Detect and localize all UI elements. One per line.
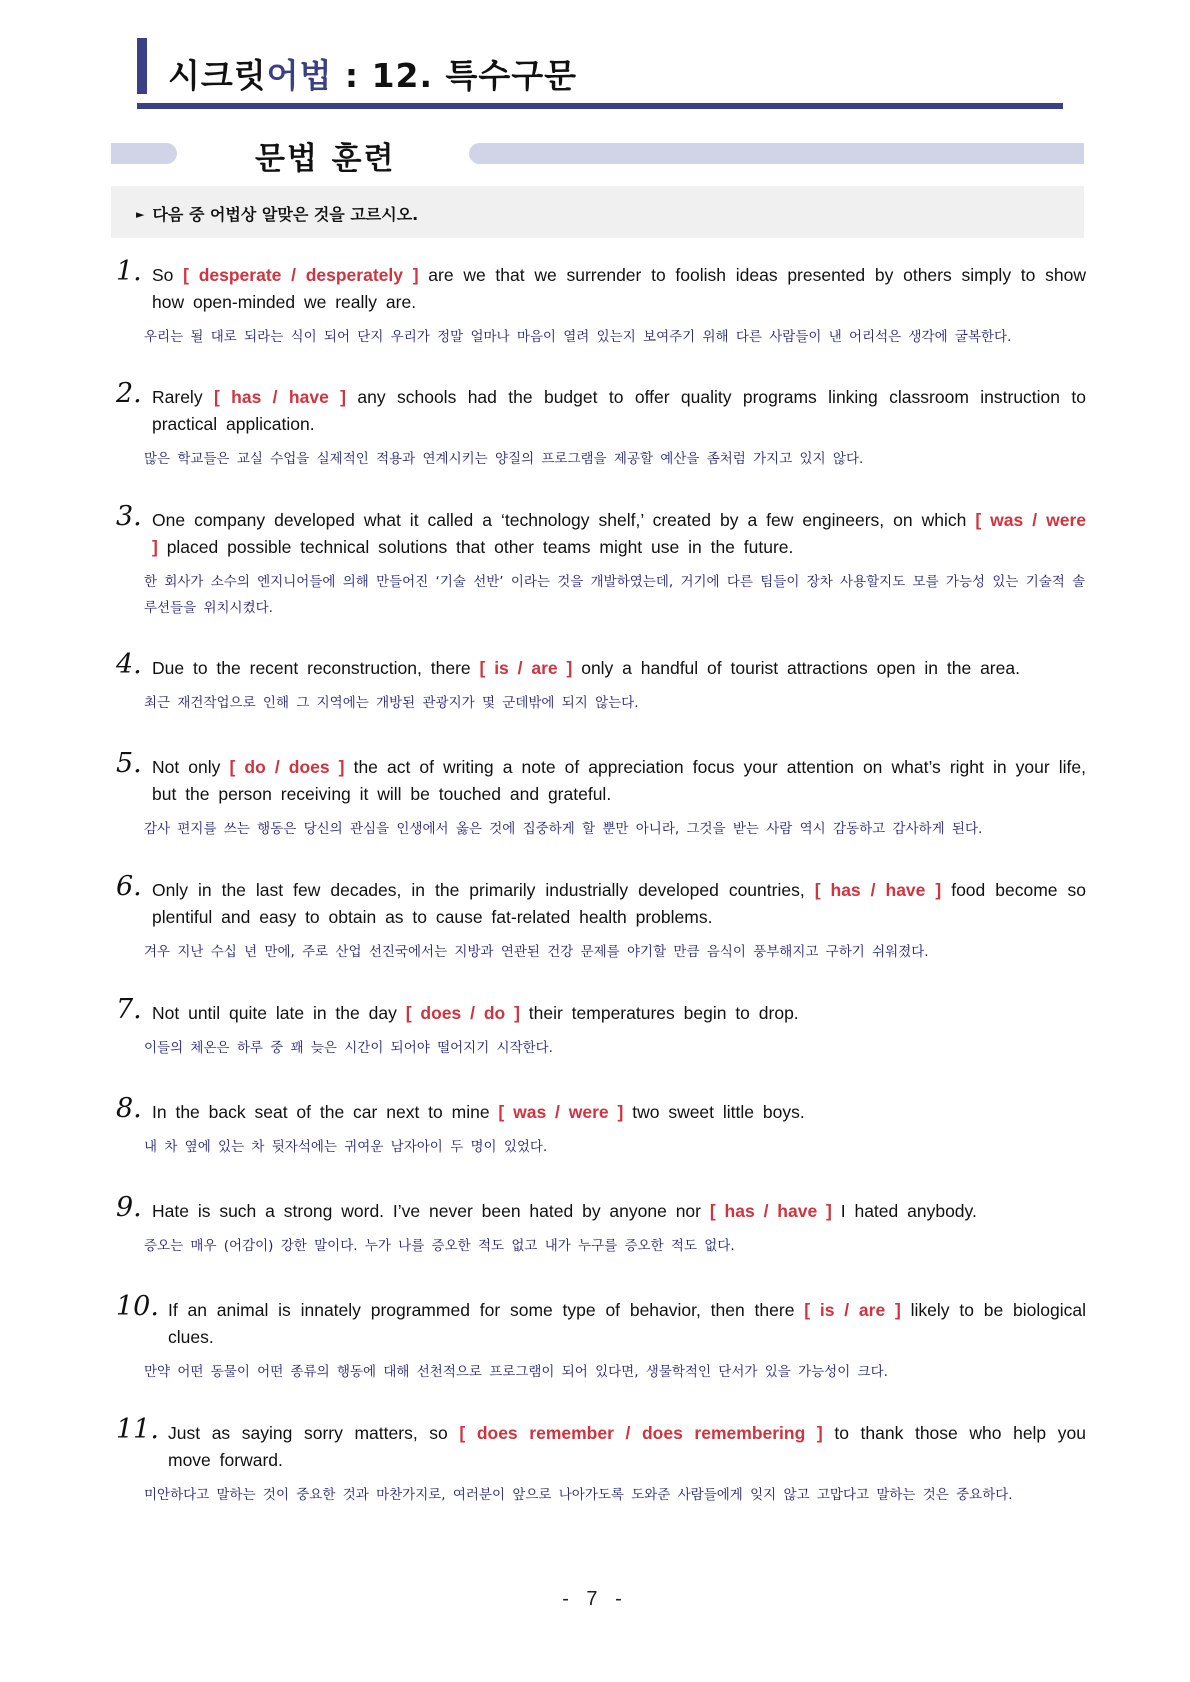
question-text: [168, 1297, 1086, 1351]
answer-options[interactable]: [ does remember / does remembering ]: [459, 1423, 823, 1443]
text-after: any schools had the budget to offer quality programs linking classroom instruction to practical application.: [152, 387, 1086, 434]
question-translation: 미안하다고 말하는 것이 중요한 것과 마찬가지로, 여러분이 앞으로 나아가도록 도와준 사람들에게 잊지 않고 고맙다고 말하는 것은 중요하다.: [144, 1487, 1013, 1503]
question-2: [116, 378, 1086, 472]
text-after: placed possible technical solutions that other teams might use in the future.: [157, 537, 794, 557]
answer-options[interactable]: [ was / were ]: [152, 510, 1086, 557]
question-translation: 이들의 체온은 하루 중 꽤 늦은 시간이 되어야 떨어지기 시작한다.: [144, 1040, 553, 1056]
question-number: 4.: [116, 649, 142, 680]
text-after: only a handful of tourist attractions open in the area.: [572, 658, 1020, 678]
answer-options[interactable]: [ is / are ]: [479, 658, 573, 678]
text-after: are we that we surrender to foolish ideas presented by others simply to show how open-minded we really are.: [152, 265, 1086, 312]
question-number: 8.: [116, 1093, 142, 1124]
answer-options[interactable]: [ does / do ]: [405, 1003, 520, 1023]
page-title: [168, 50, 577, 97]
text-before: Just as saying sorry matters, so: [168, 1423, 460, 1443]
question-number: 9.: [116, 1192, 142, 1223]
question-1: [116, 256, 1086, 350]
text-after: I hated anybody.: [831, 1201, 977, 1221]
instruction-text: 다음 중 어법상 알맞은 것을 고르시오.: [152, 205, 419, 224]
text-before: Not only: [152, 757, 230, 777]
question-text: [152, 507, 1086, 561]
question-7: [116, 994, 1086, 1061]
question-number: 2.: [116, 378, 142, 409]
question-number: 5.: [116, 748, 142, 779]
text-after: likely to be biological clues.: [168, 1300, 1086, 1347]
title-accent-bar: [137, 38, 147, 94]
section-title: 문법 훈련: [255, 141, 396, 177]
answer-options[interactable]: [ was / were ]: [498, 1102, 624, 1122]
question-translation: 만약 어떤 동물이 어떤 종류의 행동에 대해 선천적으로 프로그램이 되어 있다면, 생물학적인 단서가 있을 가능성이 크다.: [144, 1364, 888, 1380]
text-before: Rarely: [152, 387, 214, 407]
question-8: [116, 1093, 1086, 1160]
answer-options[interactable]: [ has / have ]: [814, 880, 942, 900]
triangle-bullet-icon: ►: [136, 208, 145, 221]
question-text: [152, 655, 1086, 682]
question-11: [116, 1414, 1086, 1508]
answer-options[interactable]: [ is / are ]: [804, 1300, 901, 1320]
question-text: [152, 1198, 1086, 1225]
question-number: 3.: [116, 501, 142, 532]
question-6: [116, 871, 1086, 965]
text-before: Not until quite late in the day: [152, 1003, 406, 1023]
question-number: 10.: [116, 1291, 159, 1322]
page-number: - 7 -: [562, 1588, 628, 1610]
question-number: 11.: [116, 1414, 159, 1445]
text-before: One company developed what it called a ‘technology shelf,’ created by a few engineers, on which: [152, 510, 976, 530]
question-translation: 많은 학교들은 교실 수업을 실제적인 적용과 연계시키는 양질의 프로그램을 제공할 예산을 좀처럼 가지고 있지 않다.: [144, 451, 864, 467]
instruction: [136, 202, 418, 225]
question-number: 6.: [116, 871, 142, 902]
question-number: 1.: [116, 256, 142, 287]
question-text: [152, 262, 1086, 316]
question-text: [152, 754, 1086, 808]
answer-options[interactable]: [ desperate / desperately ]: [183, 265, 419, 285]
question-5: [116, 748, 1086, 842]
question-translation: 내 차 옆에 있는 차 뒷자석에는 귀여운 남자아이 두 명이 있었다.: [144, 1139, 548, 1155]
text-before: So: [152, 265, 184, 285]
text-before: If an animal is innately programmed for some type of behavior, then there: [168, 1300, 805, 1320]
text-before: Only in the last few decades, in the primarily industrially developed countries,: [152, 880, 815, 900]
title-accent: 어법: [266, 56, 333, 95]
question-translation: 우리는 될 대로 되라는 식이 되어 단지 우리가 정말 얼마나 마음이 열려 있는지 보여주기 위해 다른 사람들이 낸 어리석은 생각에 굴복한다.: [144, 329, 1012, 345]
question-4: [116, 649, 1086, 716]
instruction-box: [111, 186, 1084, 238]
answer-options[interactable]: [ do / does ]: [229, 757, 345, 777]
answer-options[interactable]: [ has / have ]: [213, 387, 347, 407]
question-number: 7.: [116, 994, 142, 1025]
question-translation: 최근 재건작업으로 인해 그 지역에는 개방된 관광지가 몇 군데밖에 되지 않는다.: [144, 695, 639, 711]
question-translation: 감사 편지를 쓰는 행동은 당신의 관심을 인생에서 옳은 것에 집중하게 할 뿐만 아니라, 그것을 받는 사람 역시 감동하고 감사하게 된다.: [144, 821, 983, 837]
title-prefix: 시크릿: [168, 56, 267, 95]
text-after: their temperatures begin to drop.: [519, 1003, 799, 1023]
question-9: [116, 1192, 1086, 1259]
text-after: food become so plentiful and easy to obtain as to cause fat-related health problems.: [152, 880, 1086, 927]
question-text: [152, 1000, 1086, 1027]
question-translation: 겨우 지난 수십 년 만에, 주로 산업 선진국에서는 지방과 연관된 건강 문제를 야기할 만큼 음식이 풍부해지고 구하기 쉬워졌다.: [144, 944, 929, 960]
section-band-left: [111, 143, 177, 164]
question-text: [152, 877, 1086, 931]
question-text: [152, 384, 1086, 438]
section-band-right: [469, 143, 1084, 164]
question-10: [116, 1291, 1086, 1385]
text-before: Due to the recent reconstruction, there: [152, 658, 480, 678]
question-3: [116, 501, 1086, 621]
title-suffix: : 12. 특수구문: [332, 56, 578, 95]
text-after: two sweet little boys.: [623, 1102, 805, 1122]
answer-options[interactable]: [ has / have ]: [709, 1201, 832, 1221]
title-rule: [137, 103, 1063, 109]
question-translation: 증오는 매우 (어감이) 강한 말이다. 누가 나를 증오한 적도 없고 내가 누구를 증오한 적도 없다.: [144, 1238, 735, 1254]
text-after: to thank those who help you move forward.: [168, 1423, 1086, 1470]
question-text: [152, 1099, 1086, 1126]
text-before: Hate is such a strong word. I’ve never been hated by anyone nor: [152, 1201, 710, 1221]
question-translation: 한 회사가 소수의 엔지니어들에 의해 만들어진 ‘기술 선반’ 이라는 것을 개발하였는데, 거기에 다른 팀들이 장차 사용할지도 모를 가능성 있는 기술적 솔루션들을 위치시켰다.: [144, 574, 1086, 616]
text-before: In the back seat of the car next to mine: [152, 1102, 499, 1122]
text-after: the act of writing a note of appreciation focus your attention on what’s right in your life, but the person receiving it will be touched and grateful.: [152, 757, 1086, 804]
question-text: [168, 1420, 1086, 1474]
